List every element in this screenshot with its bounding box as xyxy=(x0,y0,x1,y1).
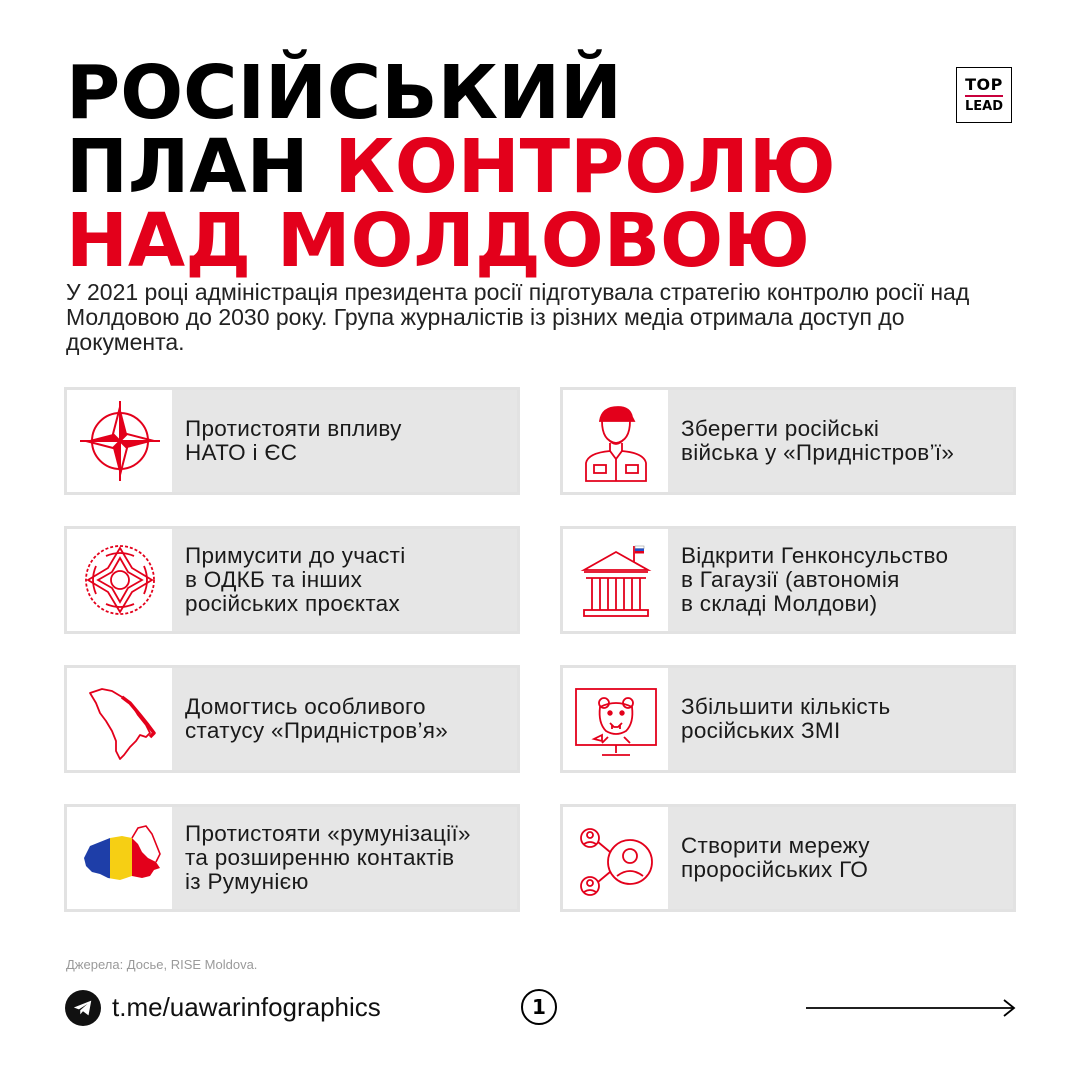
card-consulate xyxy=(560,526,1016,634)
logo-bottom-text: LEAD xyxy=(964,98,1004,114)
nato-compass-icon xyxy=(67,390,172,492)
intro-paragraph: У 2021 році адміністрація президента росії підготувала стратегію контролю росії над Молдовою до 2030 року. Група журналістів із різних медіа отримала доступ до документа. xyxy=(66,279,970,355)
card-label: Примусити до участі в ОДКБ та інших російських проєктах xyxy=(185,543,406,616)
card-media xyxy=(560,665,1016,773)
card-nato xyxy=(64,387,520,495)
tv-bear-icon xyxy=(563,668,668,770)
title-line-2 xyxy=(66,124,836,210)
page-title xyxy=(66,50,836,284)
telegram-icon[interactable] xyxy=(65,990,101,1026)
next-arrow-icon[interactable] xyxy=(806,998,1018,1018)
card-ngo-network xyxy=(560,804,1016,912)
logo-divider xyxy=(965,95,1003,97)
card-label: Протистояти «румунізації» та розширенню контактів із Румунією xyxy=(185,821,471,894)
card-troops xyxy=(560,387,1016,495)
toplead-logo xyxy=(956,67,1012,123)
sources-note: Джерела: Досье, RISE Moldova. xyxy=(66,957,258,972)
telegram-link[interactable]: t.me/uawarinfographics xyxy=(112,992,381,1022)
soldier-icon xyxy=(563,390,668,492)
title-line-3: НАД МОЛДОВОЮ xyxy=(66,198,810,284)
card-label: Збільшити кількість російських ЗМІ xyxy=(681,694,891,743)
card-label: Створити мережу проросійських ГО xyxy=(681,833,870,882)
title-line-2-red: КОНТРОЛЮ xyxy=(334,124,836,210)
card-label: Відкрити Генконсульство в Гагаузії (автономія в складі Молдови) xyxy=(681,543,949,616)
card-label: Зберегти російські війська у «Придністров’ї» xyxy=(681,416,955,465)
card-csto xyxy=(64,526,520,634)
moldova-map-icon xyxy=(67,668,172,770)
network-people-icon xyxy=(563,807,668,909)
card-label: Протистояти впливу НАТО і ЄС xyxy=(185,416,402,465)
romania-map-icon xyxy=(67,807,172,909)
card-label: Домогтись особливого статусу «Придністров’я» xyxy=(185,694,449,743)
page-number-badge: 1 xyxy=(521,989,557,1025)
card-romanization xyxy=(64,804,520,912)
logo-top-text: TOP xyxy=(965,75,1003,95)
consulate-building-icon xyxy=(563,529,668,631)
card-transnistria-status xyxy=(64,665,520,773)
title-line-2-black: ПЛАН xyxy=(66,124,335,210)
title-line-1: РОСІЙСЬКИЙ xyxy=(66,50,622,136)
csto-emblem-icon xyxy=(67,529,172,631)
